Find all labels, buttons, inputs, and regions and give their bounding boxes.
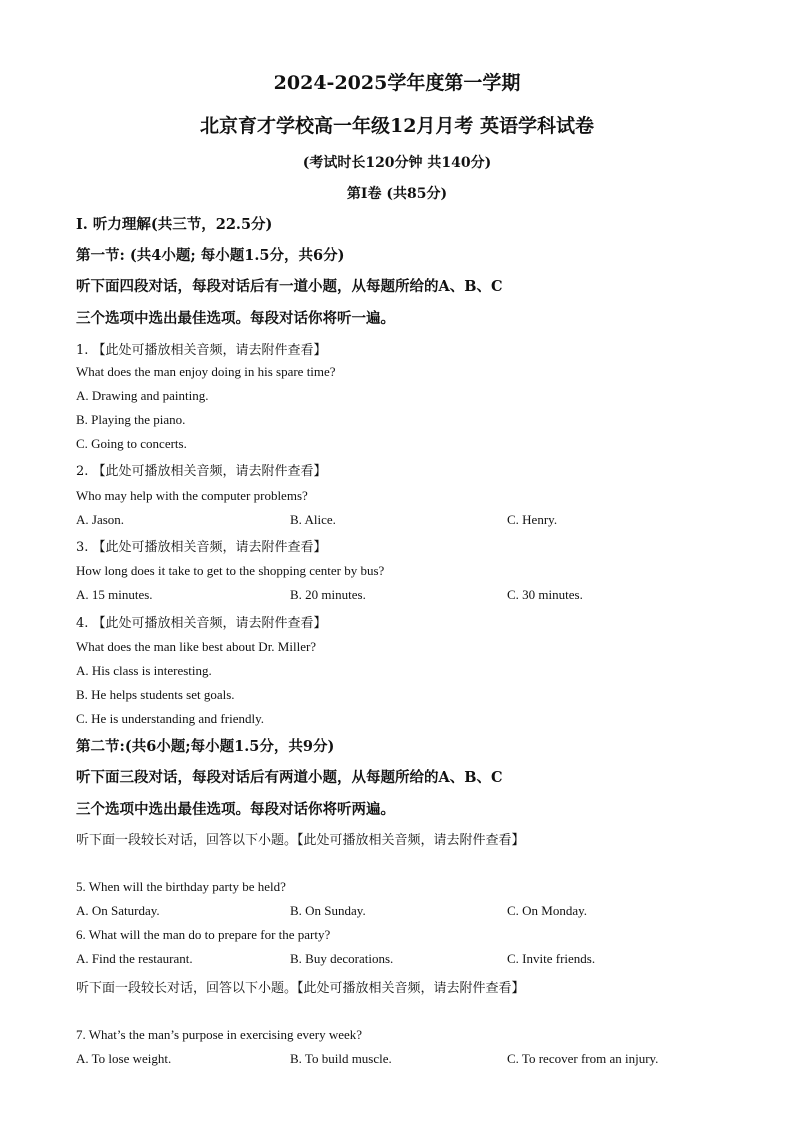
section1-title: 第一节: (共4小题; 每小题1.5分，共6分) xyxy=(76,247,345,264)
q4-stem: What does the man like best about Dr. Miller? xyxy=(76,639,317,654)
q4-option-a: A. His class is interesting. xyxy=(76,663,212,678)
section2-title: 第二节:(共6小题;每小题1.5分，共9分) xyxy=(76,738,335,755)
section1-instruction-line2: 三个选项中选出最佳选项。每段对话你将听一遍。 xyxy=(76,310,395,327)
q1-option-a: A. Drawing and painting. xyxy=(76,388,209,403)
exam-school-title: 北京育才学校高一年级12月月考 英语学科试卷 xyxy=(199,115,595,137)
q5-option-a: A. On Saturday. xyxy=(76,903,160,918)
q5-stem: 5. When will the birthday party be held? xyxy=(76,879,286,894)
q3-option-b: B. 20 minutes. xyxy=(290,587,366,602)
dialog1-intro[interactable]: 听下面一段较长对话，回答以下小题。【此处可播放相关音频，请去附件查看】 xyxy=(76,833,525,848)
q7-option-b: B. To build muscle. xyxy=(290,1051,392,1066)
q6-option-c: C. Invite friends. xyxy=(507,951,596,966)
exam-duration: (考试时长120分钟 共140分) xyxy=(302,155,492,171)
q3-stem: How long does it take to get to the shopping center by bus? xyxy=(76,563,385,578)
q6-stem: 6. What will the man do to prepare for the party? xyxy=(76,927,331,942)
q3-audio-placeholder[interactable]: 3. 【此处可播放相关音频，请去附件查看】 xyxy=(76,540,327,555)
volume-heading: 第Ⅰ卷 (共85分) xyxy=(346,186,448,202)
q2-option-a: A. Jason. xyxy=(76,512,125,527)
q6-option-b: B. Buy decorations. xyxy=(290,951,394,966)
q3-option-a: A. 15 minutes. xyxy=(76,587,153,602)
section2-instruction-line1: 听下面三段对话，每段对话后有两道小题，从每题所给的A、B、C xyxy=(76,769,503,786)
q7-stem: 7. What’s the man’s purpose in exercising every week? xyxy=(76,1027,363,1042)
dialog2-intro[interactable]: 听下面一段较长对话，回答以下小题。【此处可播放相关音频，请去附件查看】 xyxy=(76,981,525,996)
part1-title: Ⅰ. 听力理解(共三节，22.5分) xyxy=(76,216,273,233)
q5-option-c: C. On Monday. xyxy=(507,903,588,918)
q2-option-c: C. Henry. xyxy=(507,512,558,527)
q6-option-a: A. Find the restaurant. xyxy=(76,951,193,966)
q2-stem: Who may help with the computer problems? xyxy=(76,488,308,503)
q7-option-c: C. To recover from an injury. xyxy=(507,1051,659,1066)
q2-audio-placeholder[interactable]: 2. 【此处可播放相关音频，请去附件查看】 xyxy=(76,464,327,479)
exam-term-title: 2024-2025学年度第一学期 xyxy=(273,72,521,94)
q1-audio-placeholder[interactable]: 1. 【此处可播放相关音频，请去附件查看】 xyxy=(76,343,327,358)
q1-stem: What does the man enjoy doing in his spare time? xyxy=(76,364,336,379)
section1-instruction-line1: 听下面四段对话，每段对话后有一道小题，从每题所给的A、B、C xyxy=(76,278,503,295)
q3-option-c: C. 30 minutes. xyxy=(507,587,583,602)
q1-option-b: B. Playing the piano. xyxy=(76,412,186,427)
q5-option-b: B. On Sunday. xyxy=(290,903,366,918)
q4-audio-placeholder[interactable]: 4. 【此处可播放相关音频，请去附件查看】 xyxy=(76,616,327,631)
section2-instruction-line2: 三个选项中选出最佳选项。每段对话你将听两遍。 xyxy=(76,801,395,818)
q1-option-c: C. Going to concerts. xyxy=(76,436,187,451)
q2-option-b: B. Alice. xyxy=(290,512,336,527)
q7-option-a: A. To lose weight. xyxy=(76,1051,172,1066)
q4-option-c: C. He is understanding and friendly. xyxy=(76,711,264,726)
q4-option-b: B. He helps students set goals. xyxy=(76,687,235,702)
